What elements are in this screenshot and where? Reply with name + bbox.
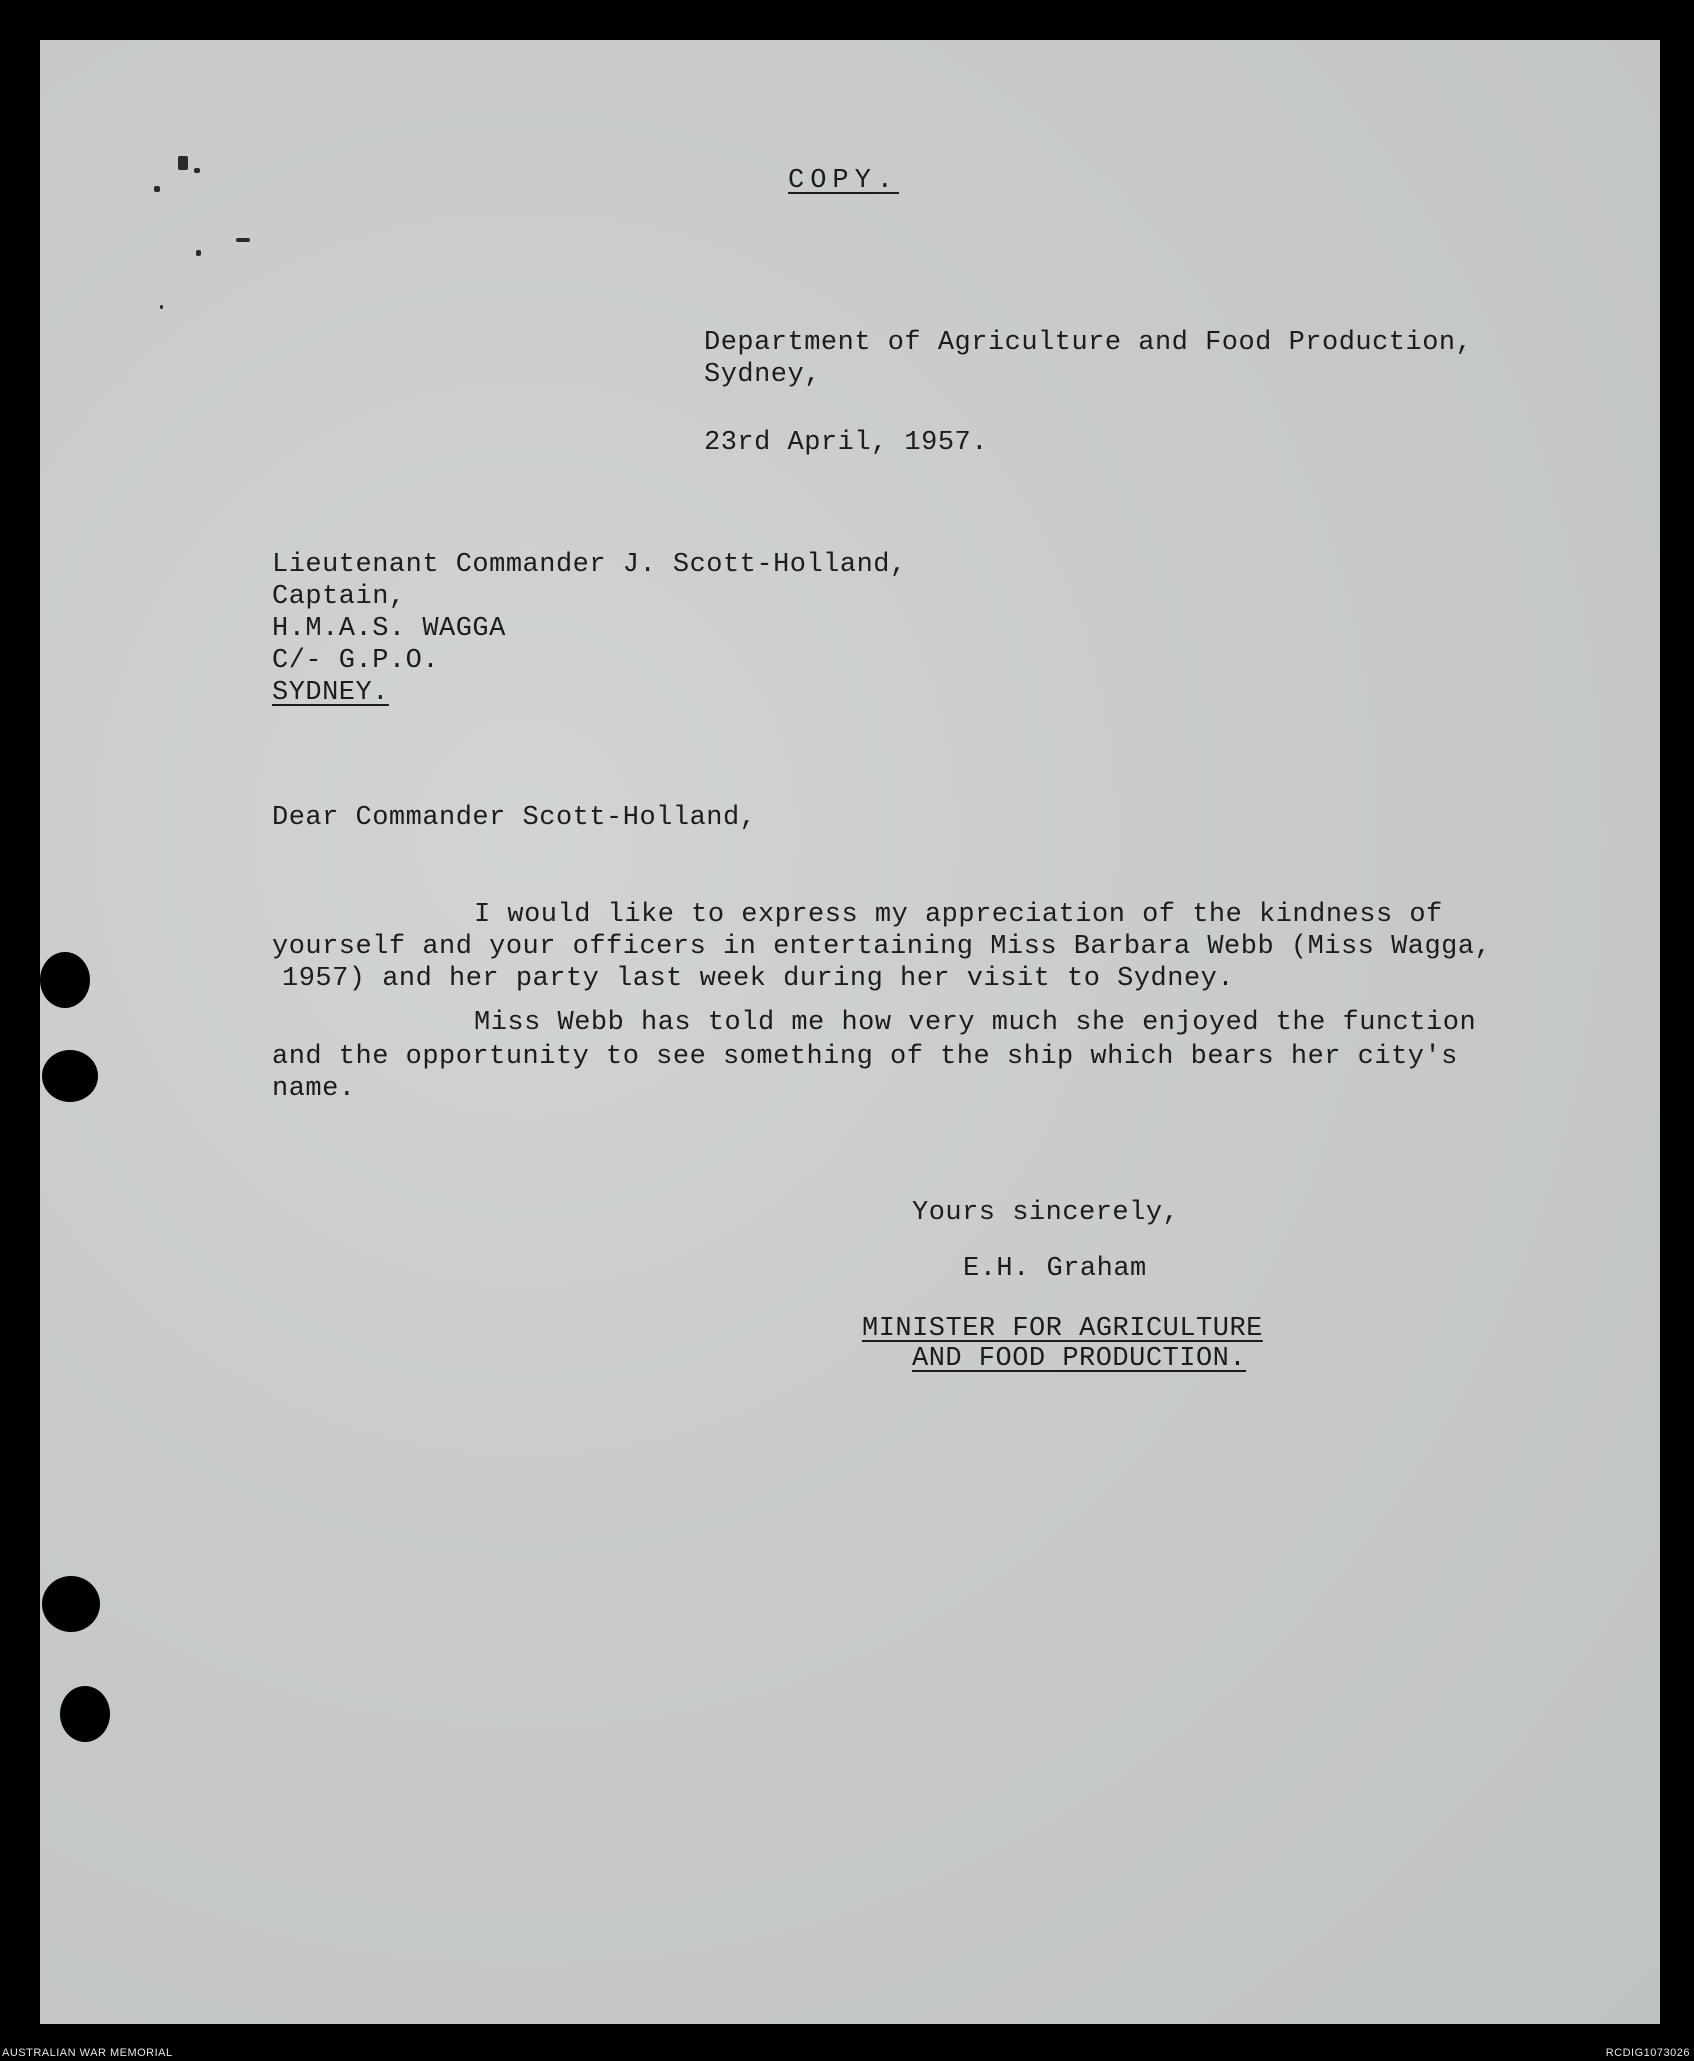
recipient-city: SYDNEY. xyxy=(272,678,389,708)
body-paragraph-2-line-3: name. xyxy=(272,1074,356,1104)
body-paragraph-2-line-1: Miss Webb has told me how very much she enjoyed the function xyxy=(474,1008,1477,1038)
sender-department: Department of Agriculture and Food Production, xyxy=(704,328,1473,358)
recipient-ship: H.M.A.S. WAGGA xyxy=(272,614,506,644)
recipient-rank: Captain, xyxy=(272,582,406,612)
signatory-title-line-2: AND FOOD PRODUCTION. xyxy=(912,1344,1247,1374)
punch-hole xyxy=(42,1576,100,1632)
signatory-name: E.H. Graham xyxy=(963,1254,1147,1284)
staple-mark xyxy=(196,250,201,256)
body-paragraph-2-line-2: and the opportunity to see something of the ship which bears her city's xyxy=(272,1042,1458,1072)
document-page xyxy=(40,40,1660,2024)
recipient-name: Lieutenant Commander J. Scott-Holland, xyxy=(272,550,907,580)
staple-mark xyxy=(194,168,200,173)
signatory-title-line-1: MINISTER FOR AGRICULTURE xyxy=(862,1314,1263,1344)
staple-mark xyxy=(160,305,163,309)
punch-hole xyxy=(42,1050,98,1102)
valediction: Yours sincerely, xyxy=(912,1198,1180,1228)
body-paragraph-1-line-3: 1957) and her party last week during her visit to Sydney. xyxy=(282,964,1235,994)
staple-mark xyxy=(236,238,250,242)
sender-city: Sydney, xyxy=(704,360,821,390)
body-paragraph-1-line-1: I would like to express my appreciation of the kindness of xyxy=(474,900,1443,930)
punch-hole xyxy=(60,1686,110,1742)
footer-record-id: RCDIG1073026 xyxy=(1605,2047,1690,2059)
staple-mark xyxy=(154,186,160,192)
punch-hole xyxy=(40,952,90,1008)
letter-date: 23rd April, 1957. xyxy=(704,428,988,458)
footer-archive-label: AUSTRALIAN WAR MEMORIAL xyxy=(2,2047,173,2059)
body-paragraph-1-line-2: yourself and your officers in entertaining Miss Barbara Webb (Miss Wagga, xyxy=(272,932,1492,962)
copy-title: COPY. xyxy=(788,166,900,196)
recipient-address: C/- G.P.O. xyxy=(272,646,440,676)
salutation: Dear Commander Scott-Holland, xyxy=(272,803,757,833)
staple-mark xyxy=(178,156,188,170)
